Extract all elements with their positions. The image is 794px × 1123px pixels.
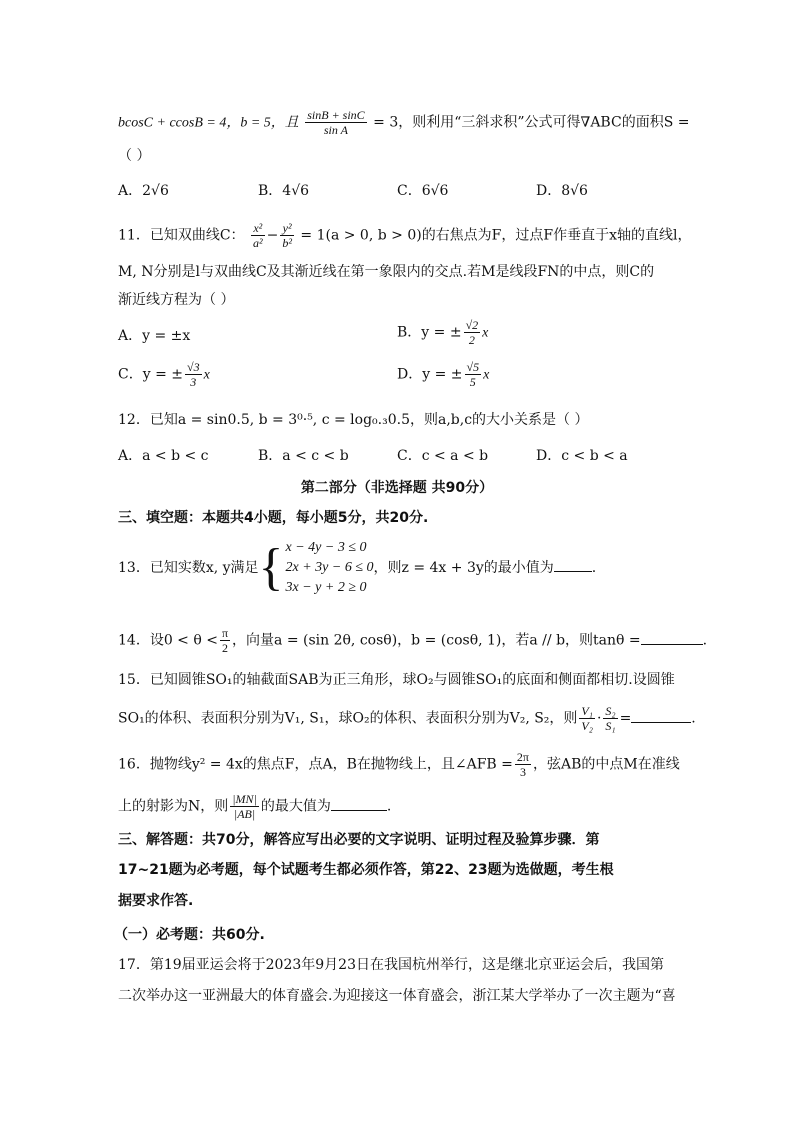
q12-line1: 12．已知a = sin0.5, b = 3⁰·⁵, c = log₀.₃0.5，则a,b,c的大小关系是（ ） <box>118 412 589 428</box>
q10-option-a[interactable]: A．2√6 <box>118 183 169 199</box>
q11-line1: 11．已知双曲线C： $\frac{\text{x²}}{\text{a²}}$ − $\frac{\text{y²}}{\text{b²}}$ = 1(a > 0, b > 0)的右焦点为F，过点F作垂直于x轴的直线l， <box>118 221 692 250</box>
q10-option-b[interactable]: B．4√6 <box>258 183 310 199</box>
q16-line2: 上的射影为N，则 $\frac{|MN|}{|AB|}$ 的最大值为 . <box>118 792 392 821</box>
q11-option-d[interactable]: D．y = ± $\frac{√5}{5}$ x <box>397 360 490 389</box>
q13-constraint-system: x − 4y − 3 ≤ 0 2x + 3y − 6 ≤ 0 3x − y + 2 ≥ 0 <box>285 540 374 595</box>
q16-answer-blank[interactable] <box>331 796 387 811</box>
q11-frac-x: $\frac{\text{x²}}{\text{a²}}$ <box>252 221 263 250</box>
q15-answer-blank[interactable] <box>631 708 691 723</box>
q12-option-b[interactable]: B．a < c < b <box>258 448 349 464</box>
section3-solve-line1: 三、解答题：共70分，解答应写出必要的文字说明、证明过程及验算步骤．第 <box>118 832 600 848</box>
required-heading: （一）必考题：共60分. <box>114 927 265 943</box>
section3-solve-line2: 17~21题为必考题，每个试题考生都必须作答，第22、23题为选做题，考生根 <box>118 862 614 878</box>
part2-title: 第二部分（非选择题 共90分） <box>300 480 494 496</box>
q10-line1: bcosC + ccosB = 4，b = 5，且 $\frac{\sin B + \sin C}{\text{sin A}}$ = 3，则利用“三斜求积”公式可得∇ABC的面积S = <box>118 108 690 137</box>
q11-line2: M, N分别是l与双曲线C及其渐近线在第一象限内的交点.若M是线段FN的中点，则C的 <box>118 264 655 280</box>
q12-option-c[interactable]: C．c < a < b <box>397 448 489 464</box>
q11-frac-y: $\frac{\text{y²}}{\text{b²}}$ <box>282 221 292 250</box>
q15-line1: 15．已知圆锥SO₁的轴截面SAB为正三角形，球O₂与圆锥SO₁的底面和侧面都相切.设圆锥 <box>118 672 675 688</box>
section3-solve-line3: 据要求作答. <box>118 893 194 909</box>
q11-option-b[interactable]: B．y = ± $\frac{√2}{2}$ x <box>397 318 489 347</box>
q13-line: 13．已知实数x, y满足{ x − 4y − 3 ≤ 0 2x + 3y − 6 ≤ 0 3x − y + 2 ≥ 0 ，则z = 4x + 3y的最小值为 . <box>118 539 597 596</box>
q17-line1: 17．第19届亚运会将于2023年9月23日在我国杭州举行，这是继北京亚运会后，我国第 <box>118 957 664 973</box>
q10-paren: （ ） <box>118 148 151 164</box>
q15-line2: SO₁的体积、表面积分别为V₁, S₁，球O₂的体积、表面积分别为V₂, S₂，则 $\frac{\text{V₁}}{\text{V₂}}$ · $\frac{\text{S₂}}{\text{S₁}}$ = . <box>118 704 696 733</box>
q10-option-d[interactable]: D．8√6 <box>536 183 588 199</box>
q14-line: 14．设0 < θ < $\frac{\pi}{2}$ ，向量a = (sin 2θ, cosθ)，b = (cosθ, 1)，若a // b，则tanθ = . <box>118 626 708 655</box>
q17-line2: 二次举办这一亚洲最大的体育盛会.为迎接这一体育盛会，浙江某大学举办了一次主题为“喜 <box>118 988 676 1004</box>
q14-answer-blank[interactable] <box>641 630 703 645</box>
q16-line1: 16．抛物线y² = 4x的焦点F，点A，B在抛物线上，且∠AFB = $\frac{2\pi}{3}$ ，弦AB的中点M在准线 <box>118 750 680 779</box>
q10-option-c[interactable]: C．6√6 <box>397 183 449 199</box>
section3-fill-heading: 三、填空题：本题共4小题，每小题5分，共20分. <box>118 510 429 526</box>
q13-answer-blank[interactable] <box>554 557 592 572</box>
q11-line3: 渐近线方程为（ ） <box>118 292 235 308</box>
q11-option-c[interactable]: C．y = ± $\frac{√3}{3}$ x <box>118 360 210 389</box>
q10-fraction: $\frac{\sin B + \sin C}{\text{sin A}}$ <box>307 108 365 137</box>
q12-option-a[interactable]: A．a < b < c <box>118 448 209 464</box>
brace-icon: { <box>258 539 284 596</box>
q11-option-a[interactable]: A．y = ±x <box>118 328 191 344</box>
q12-option-d[interactable]: D．c < b < a <box>536 448 628 464</box>
